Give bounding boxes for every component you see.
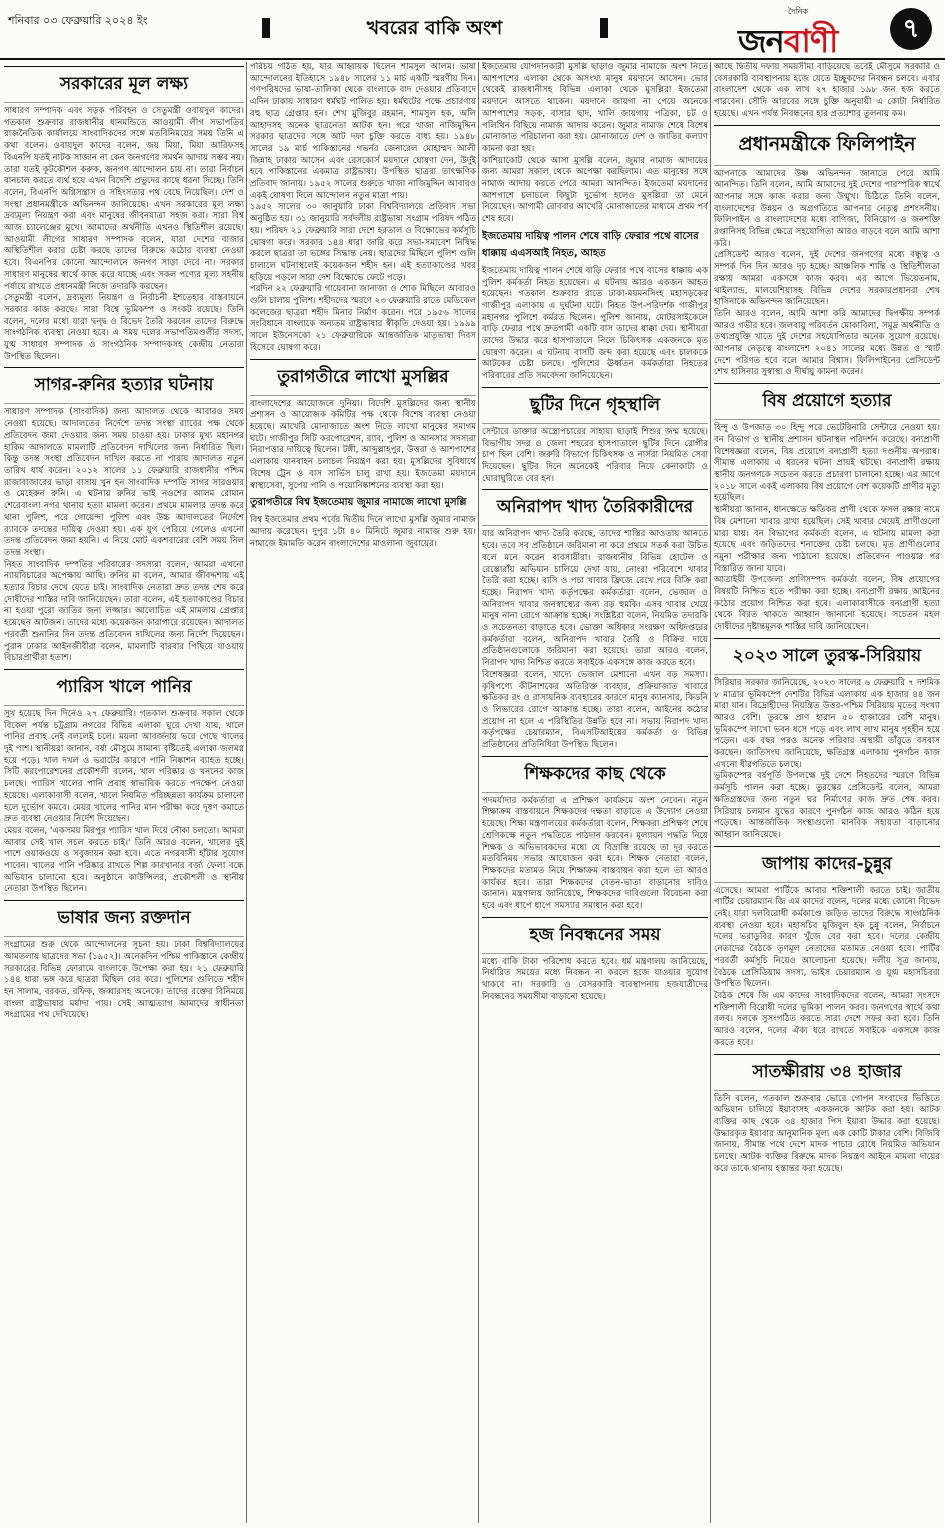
story-text: সাধারণ সম্পাদক এবং সড়ক পরিবহন ও সেতুমন্ত্রী ওবায়দুল কাদের। গতকাল শুক্রবার রাজধানীর ধানমন্ডিতে আওয়ামী লীগ সভাপতির রাজনৈতিক কার্যালয়ে সাংবাদিকদের সঙ্গে মতবিনিময়ের সময় তিনি এ কথা বলেন। ওবায়দুল কাদের বলেন, জয় মিয়া, মিয়া আরিফসহ বিএনপি যতই নাটক সাজান না কেন জনগণের সমর্থন আদায় সম্ভব নয়। তারা যতই কূটকৌশল করুক, জনগণ আন্দোলন চায় না। তারা নির্বাচন বানচাল করতে ব্যর্থ হয়ে এখন বিদেশি প্রভুদের কাছে ধরনা দিচ্ছে। তিনি বলেন, বিএনপি অগ্নিসন্ত্রাস ও সহিংসতার পথ বেছে নিয়েছিল। দেশ ও সংস্থা প্রধানমন্ত্রীকে অভিনন্দন জানিয়েছে। এখন সরকারের মূল লক্ষ্য দ্রব্যমূল্য নিয়ন্ত্রণ করা এবং মানুষের জীবনযাত্রা সহজ করা। সারা বিশ্ব আজ চ্যালেঞ্জের মুখে। আমাদের অর্থনীতি এখনও স্থিতিশীল রয়েছে। আওয়ামী লীগের সাধারণ সম্পাদক বলেন, যারা দেশের বাজার অস্থিতিশীল করার চেষ্টা করছে তাদের বিরুদ্ধে কঠোর ব্যবস্থা নেওয়া হবে। বিএনপির কোনো আন্দোলনে জনগণ সাড়া দেবে না। সরকার সাধারণ মানুষের স্বার্থে কাজ করে যাচ্ছে এবং সকল পণ্যের মূল্য সহনীয় পর্যায়ে রাখতে প্রধানমন্ত্রী নিজে তদারকি করছেন। — [4, 106, 244, 292]
story-text: ভূমিকম্পের বর্ষপূর্তি উপলক্ষে দুই দেশে নিহতদের স্মরণে বিভিন্ন কর্মসূচি পালন করা হচ্ছে। তুরস্কের প্রেসিডেন্ট বলেন, আমরা ক্ষতিগ্রস্তদের জন্য নতুন ঘর নির্মাণের কাজ দ্রুত শেষ করব। সিরিয়ায় চলমান যুদ্ধের কারণে পুনর্গঠন কাজ আরও কঠিন হয়ে পড়েছে। আন্তর্জাতিক সংস্থাগুলো মানবিক সহায়তা বাড়ানোর আহ্বান জানিয়েছে। — [714, 771, 940, 840]
title-bar-right — [600, 18, 608, 38]
issue-date: শনিবার ০৩ ফেব্রুয়ারি ২০২৪ ইং — [8, 14, 148, 27]
story-text: তিনি বলেন, গতকাল শুক্রবার ভোরে গোপন সংবাদের ভিত্তিতে অভিযান চালিয়ে ইয়াবাসহ একজনকে আটক করা হয়। আটক ব্যক্তির কাছ থেকে ৩৪ হাজার পিস ইয়াবা উদ্ধার করা হয়েছে। উদ্ধারকৃত ইয়াবার আনুমানিক মূল্য এক কোটি টাকার বেশি। বিজিবি জানায়, সীমান্ত পথে দেশে মাদক পাচার রোধে নিয়মিত অভিযান চলছে। আটক ব্যক্তির বিরুদ্ধে মাদক নিয়ন্ত্রণ আইনে মামলা দায়ের করে তাকে থানায় হস্তান্তর করা হয়েছে। — [714, 1093, 940, 1174]
headline: সাগর-রুনির হত্যার ঘটনায় — [4, 367, 244, 404]
story-text: আছে দ্বিতীয় দফায় সময়সীমা বাড়িয়েছে তবেই মৌসুমে সরকারি ও বেসরকারি ব্যবস্থাপনায় হজে যেতে ইচ্ছুকদের নিবন্ধন চলবে। এবার বাংলাদেশ থেকে এক লাখ ২৭ হাজার ১৯৮ জন হজ করতে পারবেন। সৌদি আরবের সঙ্গে চুক্তি অনুযায়ী এ কোটা নির্ধারিত হয়েছে। এখন পর্যন্ত নিবন্ধনের হার প্রত্যাশার তুলনায় কম। — [714, 62, 940, 119]
story-text: যার অনিরাপদ খাদ্য তৈরি করছে, তাদের শাস্তির আওতায় আনতে হবে। তবে সব প্রতিষ্ঠানে জরিমানা না করে প্রথমে সতর্ক করা উচিত বলে মনে করেন ব্যবসায়ীরা। রাজধানীর বিভিন্ন হোটেল ও রেস্তোরাঁয় অভিযান চালিয়ে দেখা যায়, নোংরা পরিবেশে খাবার তৈরি করা হচ্ছে। বাসি ও পচা খাবার ফ্রিজে রেখে পরে বিক্রি করা হচ্ছে। নিরাপদ খাদ্য কর্তৃপক্ষের কর্মকর্তারা বলেন, ভেজাল ও অনিরাপদ খাবার জনস্বাস্থ্যের জন্য বড় হুমকি। এসব খাবার খেয়ে মানুষ নানা রোগে আক্রান্ত হচ্ছে। সংশ্লিষ্টরা বলেন, নিয়মিত তদারকি ও সচেতনতা বাড়াতে হবে। ভোক্তা অধিকার সংরক্ষণ অধিদপ্তরের কর্মকর্তারা বলেন, অনিরাপদ খাবার তৈরি ও বিক্রির দায়ে প্রতিষ্ঠানগুলোকে জরিমানা করা হয়েছে। তারা আরও বলেন, নিরাপদ খাদ্য নিশ্চিত করতে সবাইকে একসঙ্গে কাজ করতে হবে। — [482, 529, 708, 669]
headline: হজ নিবন্ধনের সময় — [482, 917, 708, 954]
story-text: বাংলাদেশের আয়োজনে দুনিয়া। বিদেশি মুসল্লিদের জন্য স্থানীয় প্রশাসন ও আয়োজক কমিটির পক্ষ থেকে বিশেষ ব্যবস্থা নেওয়া হয়েছে। আখেরি মোনাজাতে অংশ নিতে লাখো মানুষের সমাগম ঘটে। গাজীপুর সিটি করপোরেশন, র‍্যাব, পুলিশ ও আনসার সদস্যরা নিরাপত্তার দায়িত্বে ছিলেন। টঙ্গী, আব্দুল্লাহপুর, উত্তরা ও আশপাশের এলাকায় যানবাহন চলাচল নিয়ন্ত্রণ করা হয়। মুসল্লিদের সুবিধার্থে বিশেষ ট্রেন ও বাস সার্ভিস চালু রাখা হয়। ইজতেমা ময়দানে স্বাস্থ্যসেবা, সুপেয় পানি ও পয়োনিষ্কাশনের ব্যবস্থা করা হয়। — [250, 398, 476, 491]
story-text: সাধারণ সম্পাদক (সাংবাদিক) জন্য আদালত থেকে আবারও সময় নেওয়া হয়েছে। আদালতের নির্দেশে তদন্ত সংস্থা র‍্যাবের পক্ষ থেকে প্রতিবেদন জমা দেওয়ার জন্য সময় চাওয়া হয়। ঢাকার মুখ্য মহানগর হাকিম আদালতে মামলাটি প্রতিবেদন দাখিলের জন্য নির্ধারিত ছিল। কিন্তু তদন্ত সংস্থা প্রতিবেদন দাখিল করতে না পারায় আদালত নতুন তারিখ ধার্য করেন। ২০১২ সালের ১১ ফেব্রুয়ারি রাজধানীর পশ্চিম রাজাবাজারের ভাড়া বাসায় খুন হন সাংবাদিক দম্পতি সাগর সারওয়ার ও মেহেরুন রুনি। এ ঘটনায় রুনির ভাই নওশের আলম রোমান শেরেবাংলা নগর থানায় হত্যা মামলা করেন। প্রথমে মামলার তদন্ত করে থানা পুলিশ, পরে গোয়েন্দা পুলিশ এবং উচ্চ আদালতের নির্দেশে র‍্যাবকে তদন্তের দায়িত্ব দেওয়া হয়। এক যুগ পেরিয়ে গেলেও এখনো তদন্ত প্রতিবেদন জমা হয়নি। এ নিয়ে মোট একশবারের বেশি সময় নিল তদন্ত সংস্থা। — [4, 407, 244, 558]
story-text: এসেছে। আমরা পার্টিকে আবার শক্তিশালী করতে চাই। জাতীয় পার্টির চেয়ারম্যান জি এম কাদের বলেন, দলের মধ্যে কোনো বিভেদ নেই। যারা দলবিরোধী কর্মকাণ্ডে জড়িত তাদের বিরুদ্ধে সাংগঠনিক ব্যবস্থা নেওয়া হবে। মহাসচিব মুজিবুল হক চুন্নু বলেন, নির্বাচনে দলের ভরাডুবির কারণ খুঁজে বের করা হবে। দলের কেন্দ্রীয় নেতাদের বৈঠকে তৃণমূল নেতাদের মতামত নেওয়া হবে। পার্টির পরবর্তী কর্মসূচি নিয়েও আলোচনা হয়েছে। দলীয় সূত্র জানায়, বৈঠকে প্রেসিডিয়াম সদস্য, ভাইস চেয়ারম্যান ও যুগ্ম মহাসচিবরা উপস্থিত ছিলেন। — [714, 885, 940, 990]
headline: শিক্ষকদের কাছ থেকে — [482, 756, 708, 793]
story-text: পদমর্যাদার কর্মকর্তারা এ প্রশিক্ষণ কার্যক্রমে অংশ নেবেন। নতুন শিক্ষাক্রম বাস্তবায়নে শিক্ষকদের দক্ষতা বাড়াতে এ উদ্যোগ নেওয়া হয়েছে। শিক্ষা মন্ত্রণালয়ের কর্মকর্তারা বলেন, শিক্ষকরা প্রশিক্ষণ শেষে শ্রেণিকক্ষে নতুন পদ্ধতিতে পাঠদান করবেন। মূল্যায়ন পদ্ধতি নিয়ে শিক্ষক ও অভিভাবকদের মধ্যে যে বিভ্রান্তি রয়েছে তা দূর করতে মতবিনিময় সভার আয়োজন করা হবে। শিক্ষক নেতারা বলেন, শিক্ষকদের মতামত নিয়ে শিক্ষাক্রম বাস্তবায়ন করা হলে তা আরও কার্যকর হবে। তারা শিক্ষকদের বেতন-ভাতা বাড়ানোর দাবিও জানান। মন্ত্রণালয় জানিয়েছে, শিক্ষকদের দাবিগুলো বিবেচনা করা হবে এবং ধাপে ধাপে সমস্যার সমাধান করা হবে। — [482, 795, 708, 912]
column-2 — [250, 62, 476, 1523]
column-3 — [482, 62, 708, 1523]
logo-left: জন — [738, 22, 784, 60]
column-divider — [246, 62, 247, 1523]
story-text: সেন্টারে ডাক্তার অস্ত্রোপচারের সাহায্য ছাড়াই শিশুর জন্ম হয়েছে। বিভাগীয় সদর ও জেলা শহরের হাসপাতালে ছুটির দিনে রোগীর চাপ ছিল বেশি। জরুরি বিভাগে চিকিৎসক ও নার্সরা নিয়মিত সেবা দিয়েছেন। ছুটির দিনে অনেকেই পরিবার নিয়ে কেনাকাটা ও ঘোরাঘুরিতে বের হন। — [482, 426, 708, 484]
story-text: মেয়র বলেন, 'একসময় মিরপুর প্যারিস খাল দিয়ে নৌকা চলতো। আমরা আবার সেই খাল সচল করতে চাই।' তিনি আরও বলেন, খালের দুই পাশে ওয়াকওয়ে ও সবুজায়ন করা হবে। এতে নগরবাসী হাঁটার সুযোগ পাবেন। খালের পানি পরিষ্কার রাখতে শিল্প কারখানার বর্জ্য ফেলা বন্ধে অভিযান চালানো হবে। অনুষ্ঠানে কাউন্সিলর, প্রকৌশলী ও স্থানীয় নেতারা উপস্থিত ছিলেন। — [4, 825, 244, 895]
story-text: সিরিয়ার সরকার জানিয়েছে, ২০২৩ সালের ৬ ফেব্রুয়ারি ৭ দশমিক ৮ মাত্রার ভূমিকম্পে দেশটির বিভিন্ন এলাকায় এক হাজার ৪৪ জন মারা যান। বিদ্রোহীদের নিয়ন্ত্রিত উত্তর-পশ্চিম সিরিয়ায় মৃতের সংখ্যা আরও বেশি। তুরস্কে প্রাণ হারান ৫০ হাজারের বেশি মানুষ। ভূমিকম্পে লাখো ভবন ধসে পড়ে এবং লাখ লাখ মানুষ গৃহহীন হয়ে পড়েন। এক বছর পরও অনেক পরিবার অস্থায়ী তাঁবুতে বসবাস করছেন। জাতিসংঘ জানিয়েছে, ক্ষতিগ্রস্ত এলাকায় পুনর্গঠন কাজ এখনো ধীরগতিতে চলছে। — [714, 677, 940, 770]
headline: অনিরাপদ খাদ্য তৈরিকারীদের — [482, 489, 708, 526]
story-text: সুখ হয়েছে দিন দিনেও ২৭ ফেব্রুয়ারি। গতকাল শুক্রবার সকাল থেকে বিকেল পর্যন্ত চট্টগ্রাম নগরের বিভিন্ন এলাকা ঘুরে দেখা যায়, খালে পানির প্রবাহ নেই বললেই চলে। ময়লা আবর্জনায় ভরে গেছে খালের দুই পাশ। স্থানীয়রা জানান, বর্ষা মৌসুমে সামান্য বৃষ্টিতেই এলাকা জলমগ্ন হয়ে পড়ে। খাল দখল ও ভরাটের কারণে পানি নিষ্কাশন ব্যাহত হচ্ছে। সিটি করপোরেশনের প্রকৌশলী বলেন, খাল পরিষ্কার ও খননের কাজ চলছে। প্যারিস খালের পানি প্রবাহ স্বাভাবিক করতে পদক্ষেপ নেওয়া হয়েছে। এলাকাবাসী বলেন, খালে নিয়মিত পরিচ্ছন্নতা কার্যক্রম চালানো হলে দুর্ভোগ কমবে। মেয়র খালের পানির মান পরীক্ষা করে দূষণ কমাতে দ্রুত ব্যবস্থা নেওয়ার নির্দেশ দিয়েছেন। — [4, 708, 244, 825]
story-text: সেতুমন্ত্রী বলেন, দ্রব্যমূল্য নিয়ন্ত্রণ ও নির্বাচনী ইশতেহার বাস্তবায়নে সরকার কাজ করছে। সারা বিশ্বে ভূমিকম্প ও সংকট রয়েছে। তিনি বলেন, দলের মধ্যে যারা দ্বন্দ্ব ও বিভেদ তৈরি করবেন তাদের বিরুদ্ধে সাংগঠনিক ব্যবস্থা নেওয়া হবে। এ সময় দলের সভাপতিমণ্ডলীর সদস্য, যুগ্ম সাধারণ সম্পাদক ও সাংগঠনিক সম্পাদকসহ কেন্দ্রীয় নেতারা উপস্থিত ছিলেন। — [4, 293, 244, 362]
headline: প্যারিস খালে পানির — [4, 669, 244, 706]
subheading: তুরাগতীরে বিশ্ব ইজতেমায় জুমার নামাজে লাখো মুসল্লি — [250, 497, 467, 509]
headline: ভাষার জন্য রক্তদান — [4, 900, 244, 937]
column-4 — [714, 62, 940, 1523]
story-text: আত্রাইয়ী উপজেলা প্রাণিসম্পদ কর্মকর্তা বলেন, বিষ প্রয়োগের বিষয়টি নিশ্চিত হতে পরীক্ষা করা হচ্ছে। বন্যপ্রাণী রক্ষায় আইনের কঠোর প্রয়োগ নিশ্চিত করা হবে। এলাকাবাসীকে বন্যপ্রাণী হত্যা থেকে বিরত থাকতে আহ্বান জানানো হয়েছে। সচেতন মহল দোষীদের দৃষ্টান্তমূলক শাস্তির দাবি জানিয়েছেন। — [714, 575, 940, 633]
headline: বিষ প্রয়োগে হত্যার — [714, 383, 940, 420]
column-1 — [4, 62, 244, 1523]
headline: প্রধানমন্ত্রীকে ফিলিপাইন — [714, 125, 940, 166]
story-text: পরিচয় গঠিত হয়, যার আহ্বায়ক ছিলেন শামসুল আলম। ভাষা আন্দোলনের ইতিহাসে ১৯৪৮ সালের ১১ মার্চ একটি স্মরণীয় দিন। গণপরিষদের ভাষা-তালিকা থেকে বাংলাকে বাদ দেওয়ার প্রতিবাদে এদিন ঢাকায় সাধারণ ধর্মঘট পালিত হয়। ধর্মঘটের পক্ষে প্রচারণায় বহু ছাত্র গ্রেপ্তার হন। শেখ মুজিবুর রহমান, শামসুল হক, অলি আহাদসহ অনেক ছাত্রনেতা আটক হন। পরে খাজা নাজিমুদ্দিন সরকার ছাত্রদের সঙ্গে আট দফা চুক্তি করতে বাধ্য হয়। ১৯৪৮ সালের ১৯ মার্চ পাকিস্তানের গভর্নর জেনারেল মোহাম্মদ আলী জিন্নাহ ঢাকায় আসেন এবং রেসকোর্স ময়দানে ঘোষণা দেন, উর্দুই হবে পাকিস্তানের একমাত্র রাষ্ট্রভাষা। উপস্থিত ছাত্ররা তাৎক্ষণিক প্রতিবাদ জানায়। ১৯৫২ সালের শুরুতে খাজা নাজিমুদ্দিন আবারও একই ঘোষণা দিলে আন্দোলন নতুন মাত্রা পায়। — [250, 62, 476, 201]
headline: জাপায় কাদের-চুন্নুর — [714, 846, 940, 883]
section-title: খবরের বাকি অংশ — [366, 17, 503, 39]
subheading: ইজতেমায় দায়িত্ব পালন শেষে বাড়ি ফেরার পথে বাসের ধাক্কায় এএসআই নিহত, আহত — [482, 230, 699, 259]
headline: ২০২৩ সালে তুরস্ক-সিরিয়ায় — [714, 638, 940, 675]
story-text: প্রেসিডেন্ট আরও বলেন, দুই দেশের জনগণের মধ্যে বন্ধুত্ব ও সম্পর্ক দিন দিন আরও দৃঢ় হচ্ছে। আঞ্চলিক শান্তি ও স্থিতিশীলতা রক্ষায় আমরা একসঙ্গে কাজ করব। এর আগে ভিয়েতনাম, থাইল্যান্ড, মালয়েশিয়াসহ বিভিন্ন দেশের সরকারপ্রধানরা শেখ হাসিনাকে অভিনন্দন জানিয়েছেন। — [714, 250, 940, 308]
story-text: সংগ্রামের শুরু থেকে আন্দোলনের সূচনা হয়। ঢাকা বিশ্ববিদ্যালয়ের আমতলায় ছাত্রদের সভা (১৯৫২)। অনেকদিন পশ্চিম পাকিস্তানে কেন্দ্রীয় সরকারের বিভিন্ন ফোরামে বাংলাকে উপেক্ষা করা হয়। ২১ ফেব্রুয়ারি ১৪৪ ধারা ভঙ্গ করে ছাত্ররা মিছিল বের করে। পুলিশের গুলিতে শহীদ হন সালাম, বরকত, রফিক, জব্বারসহ অনেকে। তাদের রক্তের বিনিময়ে বাংলা রাষ্ট্রভাষার মর্যাদা পায়। সেই আত্মত্যাগ আমাদের স্বাধীনতা সংগ্রামের পথ দেখিয়েছে। — [4, 940, 244, 1021]
headline: ছুটির দিনে গৃহস্থালি — [482, 387, 708, 424]
story-text: বিশেষজ্ঞরা বলেন, খাদ্যে ভেজাল মেশানো এখন বড় সমস্যা। কৃষিপণ্যে কীটনাশকের অতিরিক্ত ব্যবহার, প্রক্রিয়াজাত খাবারে ক্ষতিকর রং ও রাসায়নিক ব্যবহারের কারণে মানুষ ক্যানসার, কিডনি ও লিভারের রোগে আক্রান্ত হচ্ছে। তারা বলেন, আইনের কঠোর প্রয়োগ না হলে এ পরিস্থিতির উন্নতি হবে না। সভায় নিরাপদ খাদ্য কর্তৃপক্ষের চেয়ারম্যান, বিএসটিআইয়ের কর্মকর্তা ও বিভিন্ন প্রতিষ্ঠানের প্রতিনিধিরা উপস্থিত ছিলেন। — [482, 669, 708, 751]
logo-right: বাণী — [783, 22, 838, 60]
story-text: হিন্দু ও উপজাত ৩০ হিন্দু পরে ভেটেরিনারি সেন্টারে নেওয়া হয়। বন বিভাগ ও স্থানীয় প্রশাসন ঘটনাস্থল পরিদর্শন করেছে। বন্যপ্রাণী বিশেষজ্ঞরা বলেন, বিষ প্রয়োগে বন্যপ্রাণী হত্যা দণ্ডনীয় অপরাধ। সীমান্ত এলাকায় এ ধরনের ঘটনা প্রায়ই ঘটছে। বন্যপ্রাণী রক্ষায় স্থানীয় জনগণকে সচেতন করতে প্রচারণা চালানো হচ্ছে। এর আগে ২০১৮ সালে একই এলাকায় বিষ প্রয়োগে বেশ কয়েকটি প্রাণীর মৃত্যু হয়েছিল। — [714, 423, 940, 504]
story-text: বৈঠক শেষে জি এম কাদের সাংবাদিকদের বলেন, আমরা সংসদে শক্তিশালী বিরোধী দলের ভূমিকা পালন করব। জনগণের স্বার্থে কথা বলব। দলকে সুসংগঠিত করতে সারা দেশে সফর করা হবে। তিনি আরও বলেন, দলের ঐক্য ধরে রাখতে সবাইকে একসঙ্গে কাজ করতে হবে। — [714, 991, 940, 1048]
story-text: তিনি আরও বলেন, আমি আশা করি আমাদের দ্বিপক্ষীয় সম্পর্ক আরও গভীর হবে। জলবায়ু পরিবর্তন মোকাবিলা, সমুদ্র অর্থনীতি ও তথ্যপ্রযুক্তি খাতে দুই দেশের সহযোগিতার অনেক সুযোগ রয়েছে। আপনার নেতৃত্বে বাংলাদেশ ২০৪১ সালের মধ্যে উন্নত ও স্মার্ট দেশে পরিণত হবে বলে আমার বিশ্বাস। ফিলিপাইনের প্রেসিডেন্ট শেখ হাসিনার সুস্বাস্থ্য ও দীর্ঘায়ু কামনা করেন। — [714, 308, 940, 378]
story-text: স্থানীয়রা জানান, ধানক্ষেতে ক্ষতিকর প্রাণী থেকে ফসল রক্ষার নামে বিষ মেশানো খাবার রাখা হয়েছিল। সেই খাবার খেয়েই প্রাণীগুলো মারা যায়। বন বিভাগের কর্মকর্তা বলেন, এ ঘটনায় মামলা করা হয়েছে এবং জড়িতদের শনাক্তের চেষ্টা চলছে। মৃত প্রাণীগুলোর নমুনা পরীক্ষার জন্য পাঠানো হয়েছে। প্রতিবেদন পাওয়ার পর বিস্তারিত জানা যাবে। — [714, 505, 940, 574]
story-text: কাশিয়াকোট থেকে আসা মুসল্লি বলেন, জুমার নামাজ আদায়ের জন্য আমরা সকাল থেকে অপেক্ষা করছিলাম। এত মানুষের সঙ্গে নামাজ আদায় করতে পেরে আমরা আনন্দিত। ইজতেমা ময়দানের আশপাশে চলাচলে কিছুটা দুর্ভোগ হলেও মুসল্লিরা তা মেনে নিয়েছেন। আগামী রোববার আখেরি মোনাজাতের মাধ্যমে প্রথম পর্ব শেষ হবে। — [482, 155, 708, 225]
masthead — [0, 0, 945, 60]
headline: তুরাগতীরে লাখো মুসল্লির — [250, 359, 476, 396]
story-text: ইজতেমায় দায়িত্ব পালন শেষে বাড়ি ফেরার পথে বাসের ধাক্কায় এক পুলিশ কর্মকর্তা নিহত হয়েছেন। এ ঘটনায় আরও একজন আহত হয়েছেন। গতকাল শুক্রবার রাতে ঢাকা-ময়মনসিংহ মহাসড়কের গাজীপুর এলাকায় এ দুর্ঘটনা ঘটে। নিহত উপ-পরিদর্শক গাজীপুর মহানগর পুলিশে কর্মরত ছিলেন। পুলিশ জানায়, মোটরসাইকেলে বাড়ি ফেরার পথে দ্রুতগামী একটি বাস তাদের ধাক্কা দেয়। স্থানীয়রা তাদের উদ্ধার করে হাসপাতালে নিলে চিকিৎসক একজনকে মৃত ঘোষণা করেন। এ ঘটনায় বাসটি জব্দ করা হয়েছে এবং চালককে আটকের চেষ্টা চলছে। পুলিশের ঊর্ধ্বতন কর্মকর্তারা নিহতের পরিবারের প্রতি সমবেদনা জানিয়েছেন। — [482, 265, 708, 382]
story-text: ১৯৫২ সালের ৩০ জানুয়ারি ঢাকা বিশ্ববিদ্যালয়ে প্রতিবাদ সভা অনুষ্ঠিত হয়। ৩১ জানুয়ারি সর্বদলীয় রাষ্ট্রভাষা সংগ্রাম পরিষদ গঠিত হয়। পরিষদ ২১ ফেব্রুয়ারি সারা দেশে হরতাল ও বিক্ষোভের কর্মসূচি ঘোষণা করে। সরকার ১৪৪ ধারা জারি করে সভা-সমাবেশ নিষিদ্ধ করলে ছাত্ররা তা ভঙ্গের সিদ্ধান্ত নেয়। ছাত্রদের মিছিলে পুলিশ গুলি চালালে ঘটনাস্থলেই কয়েকজন শহীদ হন। এই হত্যাকাণ্ডের খবর ছড়িয়ে পড়লে সারা দেশ বিক্ষোভে ফেটে পড়ে। — [250, 202, 476, 283]
title-bar-left — [262, 18, 270, 38]
newspaper-logo — [738, 6, 888, 60]
story-text: বিশ্ব ইজতেমার প্রথম পর্বের দ্বিতীয় দিনে লাখো মুসল্লি জুমার নামাজ আদায় করেছেন। দুপুর ১টা ৪০ মিনিটে জুমার নামাজ শুরু হয়। নামাজে ইমামতি করেন বাংলাদেশের মাওলানা জুবায়ের। — [250, 515, 476, 549]
story-text: মধ্যে বাকি টাকা পরিশোধ করতে হবে। ধর্ম মন্ত্রণালয় জানিয়েছে, নির্ধারিত সময়ের মধ্যে নিবন্ধন না করলে হজে যাওয়ার সুযোগ থাকবে না। সরকারি ও বেসরকারি ব্যবস্থাপনায় হজযাত্রীদের নিবন্ধনের সময়সীমা বাড়ানো হয়েছে। — [482, 956, 708, 1002]
headline: সরকারের মূল লক্ষ্য — [4, 66, 244, 103]
story-text: ইজতেমায় যোগদানকারী মুসল্লি ছাড়াও জুমার নামাজে অংশ নিতে আশপাশের এলাকা থেকে অসংখ্য মানুষ ময়দানে আসেন। ভোর থেকেই রাজধানীসহ বিভিন্ন এলাকা থেকে মুসল্লিরা ইজতেমা ময়দানে আসতে থাকেন। ময়দানে জায়গা না পেয়ে অনেকে আশপাশের সড়ক, বাসার ছাদ, খালি জায়গায় পত্রিকা, চট ও পলিথিন বিছিয়ে নামাজ আদায় করেন। জুমার নামাজ শেষে বিশেষ মোনাজাত পরিচালনা করা হয়। মোনাজাতে দেশ ও জাতির কল্যাণ কামনা করা হয়। — [482, 62, 708, 154]
headline: সাতক্ষীরায় ৩৪ হাজার — [714, 1054, 940, 1091]
page-number-badge: ৭ — [890, 8, 932, 50]
story-text: নিহত সাংবাদিক দম্পতির পরিবারের সদস্যরা বলেন, আমরা এখনো ন্যায়বিচারের অপেক্ষায় আছি। রুনির মা বলেন, আমার জীবদ্দশায় এই হত্যার বিচার দেখে যেতে চাই। সাংবাদিক নেতারা দ্রুত তদন্ত শেষ করে দোষীদের শাস্তির দাবি জানিয়েছেন। তারা বলেন, এই হত্যাকাণ্ডের বিচার না হওয়া পুরো জাতির জন্য লজ্জার। আলোচিত এই মামলায় গ্রেপ্তার হয়েছেন আটজন। তাদের মধ্যে কয়েকজন কারাগারে রয়েছেন। আদালত পরবর্তী শুনানির দিন তদন্ত প্রতিবেদন দাখিলের জন্য নির্দেশ দিয়েছেন। পুরান ঢাকার আইনজীবীরা বলেন, মামলাটি বারবার পিছিয়ে যাওয়ায় বিচারপ্রার্থীরা হতাশ। — [4, 559, 244, 664]
column-divider — [710, 62, 711, 1523]
logo-daily-label: দৈনিক — [788, 7, 809, 16]
story-text: পরদিন ২২ ফেব্রুয়ারি গায়েবানা জানাজা ও শোক মিছিলে আবারও গুলি চালায় পুলিশ। শহীদদের স্মরণে ২৩ ফেব্রুয়ারি রাতে মেডিকেল কলেজের ছাত্ররা শহীদ মিনার নির্মাণ করেন। পরে ১৯৫৬ সালের সংবিধানে বাংলাকে অন্যতম রাষ্ট্রভাষার স্বীকৃতি দেওয়া হয়। ১৯৯৯ সালে ইউনেসকো ২১ ফেব্রুয়ারিকে আন্তর্জাতিক মাতৃভাষা দিবস হিসেবে ঘোষণা করে। — [250, 284, 476, 353]
story-text: আপনাকে আমাদের উষ্ণ অভিনন্দন জানাতে পেরে আমি আনন্দিত। তিনি বলেন, আমি আমাদের দুই দেশের পারস্পরিক স্বার্থে আপনার সঙ্গে কাজ করার জন্য উন্মুখ। চিঠিতে তিনি বলেন, বাংলাদেশের উন্নয়ন ও অগ্রগতিতে আপনার নেতৃত্ব প্রশংসনীয়। ফিলিপাইন ও বাংলাদেশের মধ্যে বাণিজ্য, বিনিয়োগ ও জনশক্তি রপ্তানিসহ বিভিন্ন ক্ষেত্রে সহযোগিতা আরও বাড়বে বলে আমি আশা করি। — [714, 168, 940, 249]
column-divider — [478, 62, 479, 1523]
